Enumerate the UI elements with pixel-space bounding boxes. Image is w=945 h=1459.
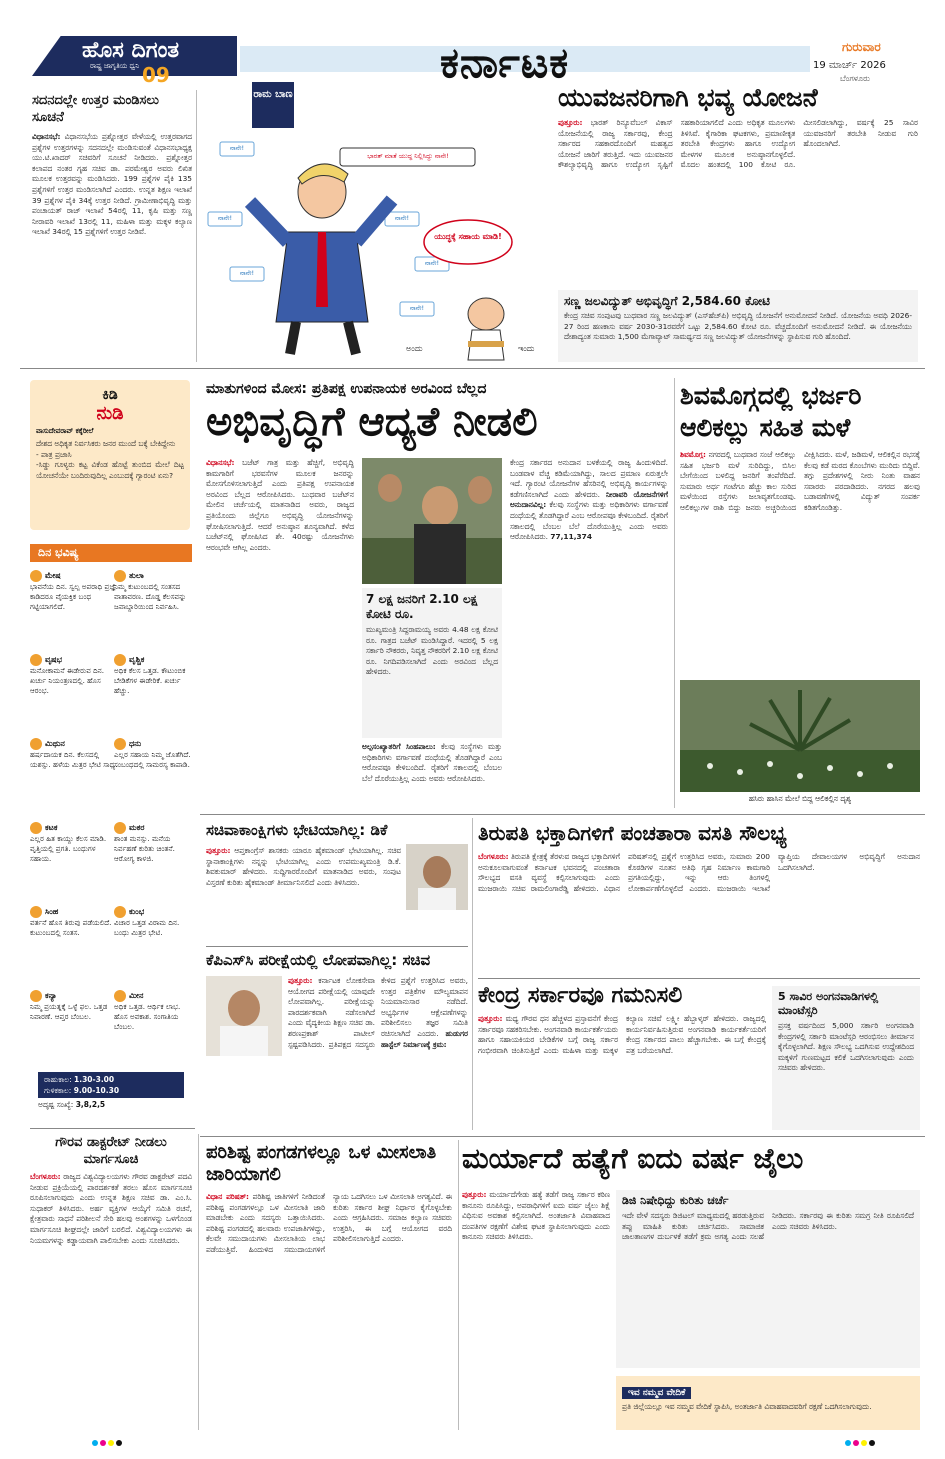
dateline: ಬೆಂಗಳೂರು: [478,852,509,861]
story-body: ಪುತ್ತೂರು: ಕರ್ನಾಟಕ ಲೋಕಸೇವಾ ಆಯೋಗದ ಪರೀಕ್ಷೆಯಲ್ಲಿ ಯಾವುದೇ ಲೋಪವಾಗಿಲ್ಲ. ಪರೀಕ್ಷೆಯನ್ನು ಪಾರದರ್ಶಕವಾಗಿ ನಡೆಸಲಾಗಿದೆ ಎಂದು ವೈದ್ಯಕೀಯ ಶಿಕ್ಷಣ ಸಚಿವ ಡಾ. ಶರಣಪ್ರಕಾಶ್ ಪಾಟೀಲ್ ಸ್ಪಷ್ಟಪಡಿಸಿದರು. ಪ್ರತಿಪಕ್ಷದ ಸದಸ್ಯರು ಕೇಳಿದ ಪ್ರಶ್ನೆಗೆ ಉತ್ತರಿಸಿದ ಅವರು, ಉತ್ತರ ಪತ್ರಿಕೆಗಳ ಮೌಲ್ಯಮಾಪನ ನಿಯಮಾನುಸಾರ ನಡೆದಿದೆ. ಅಭ್ಯರ್ಥಿಗಳ ಆಕ್ಷೇಪಣೆಗಳನ್ನು ಪರಿಶೀಲಿಸಲು ತಜ್ಞರ ಸಮಿತಿ ರಚಿಸಲಾಗಿದೆ ಎಂದರು. ಹುಡುಗರ ಹಾಸ್ಟೆಲ್ ನಿರ್ಮಾಣಕ್ಕೆ ಕ್ರಮ: [288,976,468,1049]
raashi-kumbha: ಕುಂಭ ವಿಚಾರ ಒತ್ತಡ ವಿರಾಮ ದಿನ. ಬಂಧು ಮಿತ್ರರ ಭೇಟಿ. [114,907,180,937]
trump-figure [250,164,392,354]
quote-box [362,588,502,738]
scorpio-icon [114,654,126,666]
kidi-line: - ಪಾತ್ರ ಪ್ರಜಾಸಿ [36,449,72,459]
subhead: ಅಲ್ಪಸಂಖ್ಯಾತರಿಗೆ ಸಿಂಹಪಾಲು: [362,742,436,751]
story-body: ಶಿವಮೊಗ್ಗ: ನಗರದಲ್ಲಿ ಬುಧವಾರ ಸಂಜೆ ಆಲಿಕಲ್ಲು ಸಹಿತ ಭರ್ಜರಿ ಮಳೆ ಸುರಿದಿದ್ದು, ಬಿಸಿಲ ಬೇಗೆಯಿಂದ ಬಳಲಿದ್ದ ಜನರಿಗೆ ತಂಪೆರೆದಿದೆ. ಸುಮಾರು ಅರ್ಧ ಗಂಟೆಗೂ ಹೆಚ್ಚು ಕಾಲ ಸುರಿದ ಮಳೆಯಿಂದ ರಸ್ತೆಗಳು ಜಲಾವೃತಗೊಂಡವು. ಆಲಿಕಲ್ಲುಗಳ ರಾಶಿ ಬಿದ್ದು ಜನರು ಅಚ್ಚರಿಯಿಂದ ವೀಕ್ಷಿಸಿದರು. ಮಳೆ, ಜಡಿಮಳೆ, ಆಲಿಕಲ್ಲಿನ ರಭಸಕ್ಕೆ ಕೆಲವು ಕಡೆ ಮರದ ಕೊಂಬೆಗಳು ಮುರಿದು ಬಿದ್ದಿವೆ. ತಗ್ಗು ಪ್ರದೇಶಗಳಲ್ಲಿ ನೀರು ನಿಂತು ವಾಹನ ಸವಾರರು ಪರದಾಡಿದರು. ನಗರದ ಹಲವು ಬಡಾವಣೆಗಳಲ್ಲಿ ವಿದ್ಯುತ್ ಸಂಪರ್ಕ ಕಡಿತಗೊಂಡಿತ್ತು. [680,450,920,512]
story-body [32,132,192,358]
story-st-reservation [206,1142,452,1430]
story-anganwadi [478,982,766,1130]
issue-day: ಗುರುವಾರ [842,40,881,54]
divider [20,368,925,369]
lucky-number: ಅದೃಷ್ಟ ಸಂಖ್ಯೆ: 3,8,2,5 [38,1100,106,1109]
aries-icon [30,570,42,582]
story-text: ಭಾರತ್ ರಿನ್ಯೂವೆಬಲ್ ವಿಕಾಸ್ ಯೋಜನೆಯಲ್ಲಿ ರಾಜ್ಯ ಸರ್ಕಾರವು, ಕೇಂದ್ರ ಸರ್ಕಾರದ ಸಹಕಾರದೊಂದಿಗೆ ಮಹತ್ವದ ಯೋಜನೆ ಜಾರಿಗೆ ತರುತ್ತಿದೆ. ಇದು ಯುವಜನರ ಕೌಶಲ್ಯಾಭಿವೃದ್ಧಿ ಹಾಗೂ ಉದ್ಯೋಗ ಸೃಷ್ಟಿಗೆ ಸಹಕಾರಿಯಾಗಲಿದೆ ಎಂದು ಅಧಿಕೃತ ಮೂಲಗಳು ತಿಳಿಸಿವೆ. ಕೈಗಾರಿಕಾ ಘಟಕಗಳು, ಪ್ರಮಾಣೀಕೃತ ತರಬೇತಿ ಕೇಂದ್ರಗಳು ಹಾಗೂ ಉದ್ಯೋಗ ಮೇಳಗಳ ಮೂಲಕ ಅನುಷ್ಠಾನಗೊಳ್ಳಲಿದೆ. ಮೊದಲ ಹಂತದಲ್ಲಿ 100 ಕೋಟಿ ರೂ. ಮೀಸಲಿಡಲಾಗಿದ್ದು, ವರ್ಷಕ್ಕೆ 25 ಸಾವಿರ ಯುವಜನರಿಗೆ ತರಬೇತಿ ನೀಡುವ ಗುರಿ ಹೊಂದಲಾಗಿದೆ. [558,118,918,170]
cartoon-word: ನಾನೇ! [229,144,245,152]
story-body: ಬೆಂಗಳೂರು: ರಾಜ್ಯದ ವಿಶ್ವವಿದ್ಯಾಲಯಗಳು ಗೌರವ ಡಾಕ್ಟರೇಟ್ ಪದವಿ ನೀಡುವ ಪ್ರಕ್ರಿಯೆಯಲ್ಲಿ ಪಾರದರ್ಶಕತೆ ತರಲು ಹೊಸ ಮಾರ್ಗಸೂಚಿ ರೂಪಿಸಲಾಗುವುದು ಎಂದು ಉನ್ನತ ಶಿಕ್ಷಣ ಸಚಿವ ಡಾ. ಎಂ.ಸಿ. ಸುಧಾಕರ್ ತಿಳಿಸಿದರು. ಅರ್ಹ ವ್ಯಕ್ತಿಗಳ ಆಯ್ಕೆಗೆ ಸಮಿತಿ ರಚನೆ, ಕ್ಷೇತ್ರವಾರು ಸಾಧನೆ ಪರಿಶೀಲನೆ ಸೇರಿ ಹಲವು ಅಂಶಗಳನ್ನು ಒಳಗೊಂಡ ಮಾರ್ಗಸೂಚಿ ಶೀಘ್ರದಲ್ಲೇ ಜಾರಿಗೆ ಬರಲಿದೆ. ವಿಶ್ವವಿದ್ಯಾಲಯಗಳು ಈ ನಿಯಮಗಳನ್ನು ಕಡ್ಡಾಯವಾಗಿ ಪಾಲಿಸಬೇಕು ಎಂದು ಸೂಚಿಸಿದರು. [30,1172,192,1245]
section-title: ಕರ್ನಾಟಕ [440,38,570,87]
headline: ಯುವಜನರಿಗಾಗಿ ಭವ್ಯ ಯೋಜನೆ [558,83,818,112]
raashi-meena: ಮೀನ ಅಧಿಕ ಒತ್ತಡ. ಆರ್ಥಿಕ ಲಾಭ. ಹೊಸ ಅವಕಾಶ. ಸಂಗಾತಿಯ ಬೆಂಬಲ. [114,991,181,1031]
dateline: ವಿಧಾನಸಭೆ: [32,132,61,141]
registration-dot [869,1440,875,1446]
story-body: ವಿಧಾನ ಪರಿಷತ್: ಪರಿಶಿಷ್ಟ ಜಾತಿಗಳಿಗೆ ನೀಡಿದಂತೆ ಪರಿಶಿಷ್ಟ ಪಂಗಡಗಳಲ್ಲೂ ಒಳ ಮೀಸಲಾತಿ ಜಾರಿ ಮಾಡಬೇಕು ಎಂದು ಸದಸ್ಯರು ಒತ್ತಾಯಿಸಿದರು. ಪರಿಶಿಷ್ಟ ಪಂಗಡದಲ್ಲಿ ಹಲವಾರು ಉಪಜಾತಿಗಳಿದ್ದು, ಕೆಲವೇ ಸಮುದಾಯಗಳು ಮೀಸಲಾತಿಯ ಲಾಭ ಪಡೆಯುತ್ತಿವೆ. ಹಿಂದುಳಿದ ಸಮುದಾಯಗಳಿಗೆ ನ್ಯಾಯ ಒದಗಿಸಲು ಒಳ ಮೀಸಲಾತಿ ಅಗತ್ಯವಿದೆ. ಈ ಕುರಿತು ಸರ್ಕಾರ ಶೀಘ್ರ ನಿರ್ಧಾರ ಕೈಗೊಳ್ಳಬೇಕು ಎಂದು ಆಗ್ರಹಿಸಿದರು. ಸಮಾಜ ಕಲ್ಯಾಣ ಸಚಿವರು ಉತ್ತರಿಸಿ, ಈ ಬಗ್ಗೆ ಆಯೋಗದ ವರದಿ ಪರಿಶೀಲಿಸಲಾಗುತ್ತಿದೆ ಎಂದರು. [206,1192,452,1254]
headline: ಮರ್ಯಾದೆ ಹತ್ಯೆಗೆ ಐದು ವರ್ಷ ಜೈಲು [462,1142,804,1175]
horoscope-box [30,544,192,1109]
photo-caption: ಹಸಿರು ಹಾಸಿನ ಮೇಲೆ ಬಿದ್ದ ಆಲಿಕಲ್ಲಿನ ದೃಶ್ಯ [748,794,852,803]
small-figure [468,298,504,360]
kidi-byline: ವಾಸುದೇವರಾವ್ ಕಕ್ಕೆರೀಲೆ [36,427,94,435]
logo-tagline: ರಾಷ್ಟ್ರ ಜಾಗೃತಿಯ ಧ್ವನಿ [90,62,140,70]
column-rule [674,378,675,808]
dateline: ಪುತ್ತೂರು: [558,118,583,127]
story-body-col2: ಅಲ್ಪಸಂಖ್ಯಾತರಿಗೆ ಸಿಂಹಪಾಲು: ಕೆಲವು ಸಂಸ್ಥೆಗಳು ಮತ್ತು ಅಧಿಕಾರಿಗಳು ವರ್ಗಾವಣೆ ದಂಧೆಯಲ್ಲಿ ತೊಡಗಿದ್ದಾರೆ ಎಂಬ ಆರೋಪವೂ ಕೇಳಿಬಂದಿದೆ. ರೈತರಿಗೆ ಸಕಾಲದಲ್ಲಿ ಬೆಂಬಲ ಬೆಲೆ ದೊರೆಯುತ್ತಿಲ್ಲ ಎಂದು ಅವರು ಆರೋಪಿಸಿದರು. [362,742,502,783]
headline: ಅಭಿವೃದ್ಧಿಗೆ ಆದ್ಯತೆ ನೀಡಲಿ [206,399,538,445]
headline: ಶಿವಮೊಗ್ಗದಲ್ಲಿ ಭರ್ಜರಿ ಆಲಿಕಲ್ಲು ಸಹಿತ ಮಳೆ [680,381,862,442]
vedike-text: ಪ್ರತಿ ಜಿಲ್ಲೆಯಲ್ಲೂ ಇವ ನಮ್ಮವ ವೇದಿಕೆ ಸ್ಥಾಪಿಸಿ, ಅಂತರ್ಜಾತಿ ವಿವಾಹವಾದವರಿಗೆ ರಕ್ಷಣೆ ಒದಗಿಸಲಾಗುವುದು. [622,1402,872,1411]
raashi-mesha: ಮೇಷ ಭಾವನೆಯ ದಿನ. ಸ್ವಲ್ಪ ಅಪರಾಧಿ ಪ್ರಜ್ಞೆ ಕಾಡಿದರೂ ವೈಯಕ್ತಿಕ ಬಂಧ ಗಟ್ಟಿಯಾಗಲಿದೆ. [30,571,116,611]
kidi-title-b: ನುಡಿ [96,403,124,424]
cartoon-bubble-1: ಭಾರತ್ ಮಾತೆ ಯುದ್ಧ ನಿಲ್ಲಿಸಿದ್ದು ನಾನೇ! [367,152,449,160]
logo: ಹೊಸ ದಿಗಂತ [82,38,180,63]
pisces-icon [114,990,126,1002]
sagittarius-icon [114,738,126,750]
kidi-title [36,384,184,424]
story-dk [206,820,468,942]
cartoon-panel [200,82,550,364]
vedike-tag: ಇವ ನಮ್ಮವ ವೇದಿಕೆ [622,1387,691,1399]
montessori-box [772,986,920,1130]
registration-dot [108,1440,114,1446]
kidi-nudi-box [30,380,190,530]
story-body-col3: ಕೇಂದ್ರ ಸರ್ಕಾರದ ಅನುದಾನ ಬಳಕೆಯಲ್ಲಿ ರಾಜ್ಯ ಹಿಂದುಳಿದಿದೆ. ಬಂಡವಾಳ ವೆಚ್ಚ ಕಡಿಮೆಯಾಗಿದ್ದು, ಸಾಲದ ಪ್ರಮಾಣ ಏರುತ್ತಲೇ ಇದೆ. ಗ್ಯಾರಂಟಿ ಯೋಜನೆಗಳ ಹೆಸರಿನಲ್ಲಿ ಅಭಿವೃದ್ಧಿ ಕಾರ್ಯಗಳನ್ನು ಕಡೆಗಣಿಸಲಾಗಿದೆ ಎಂದು ಹೇಳಿದರು. ನೀರಾವರಿ ಯೋಜನೆಗಳಿಗೆ ಅನುದಾನವಿಲ್ಲ: ಕೆಲವು ಸಂಸ್ಥೆಗಳು ಮತ್ತು ಅಧಿಕಾರಿಗಳು ವರ್ಗಾವಣೆ ದಂಧೆಯಲ್ಲಿ ತೊಡಗಿದ್ದಾರೆ ಎಂಬ ಆರೋಪವೂ ಕೇಳಿಬಂದಿದೆ. ರೈತರಿಗೆ ಸಕಾಲದಲ್ಲಿ ಬೆಂಬಲ ಬೆಲೆ ದೊರೆಯುತ್ತಿಲ್ಲ ಎಂದು ಅವರು ಆರೋಪಿಸಿದರು. 77,11,374 [510,458,668,542]
figure: 77,11,374 [550,532,592,542]
box-headline: ಡಿಜಿ ನಿಷೇಧಿದ್ದು ಕುರಿತು ಚರ್ಚೆ [622,1194,729,1207]
quote-headline: 7 ಲಕ್ಷ ಜನರಿಗೆ 2.10 ಲಕ್ಷ ಕೋಟಿ ರೂ. [366,592,478,621]
photo-bellad [362,458,502,584]
dateline: ಪುತ್ತೂರು: [288,976,313,985]
cancer-icon [30,822,42,834]
raashi-kanya: ಕನ್ಯಾ ನಿಮ್ಮ ಪ್ರಯತ್ನಕ್ಕೆ ಒಳ್ಳೆ ಫಲ. ಒತ್ತಡ ನಿವಾರಣೆ. ಆಪ್ತರ ಬೆಂಬಲ. [30,991,108,1021]
kidi-line: ದೇಶದ ಅಧಿಕೃತ ನಿರ್ವಸಿಕರು ಜನರ ಮುಂದೆ ಬಕ್ಕೆ ಬೇಕಿದ್ದೇನು [36,439,176,448]
raashi-simha: ಸಿಂಹ ವರ್ತನೆ ಹೊಸ ತಿರುವು ಪಡೆಯಲಿದೆ. ಕುಟುಂಬದಲ್ಲಿ ಸಂತಸ. [30,907,112,937]
dateline: ಬೆಂಗಳೂರು: [30,1172,61,1181]
divider [206,946,468,947]
subhead: ನೀರಾವರಿ ಯೋಜನೆಗಳಿಗೆ ಅನುದಾನವಿಲ್ಲ: [510,489,668,510]
headline: ಗೌರವ ಡಾಕ್ಟರೇಟ್ ನೀಡಲು ಮಾರ್ಗಸೂಚಿ [55,1135,167,1167]
divider [200,814,925,815]
page-number: 09 [142,63,170,87]
raashi-vrishabha: ವೃಷಭ ಮನೋಕಾಮನೆ ಈಡೇರುವ ದಿನ. ಖರ್ಚು ನಿಯಂತ್ರಣದಲ್ಲಿ. ಹೊಸ ಆರಂಭ. [30,655,105,695]
dateline: ವಿಧಾನಸಭೆ: [206,458,235,467]
photo-dk [406,844,468,910]
gemini-icon [30,738,42,750]
raashi-dhanu: ಧನು ಎಲ್ಲರ ಸಹಾಯ ನಿಮ್ಮ ಜೊತೆಗಿದೆ. ಸಂಬಂಧದಲ್ಲಿ ಸಾಮರಸ್ಯ ಕಾಪಾಡಿ. [114,739,191,769]
registration-dot [853,1440,859,1446]
gulikakala: ಗುಳಿಕಕಾಲ: 9.00-10.30 [44,1086,120,1095]
cartoon-word: ನಾನೇ! [424,259,440,267]
raashi-vrishchika: ವೃಶ್ಚಿಕ ಅಧಿಕ ಕೆಲಸ ಒತ್ತಡ. ಕೌಟುಂಬಿಕ ಬೇಡಿಕೆಗಳ ಈಡೇರಿಕೆ. ಖರ್ಚು ಹೆಚ್ಚು. [114,655,186,695]
story-youth-scheme [558,84,918,284]
subhead: ಹುಡುಗರ ಹಾಸ್ಟೆಲ್ ನಿರ್ಮಾಣಕ್ಕೆ ಕ್ರಮ: [381,1028,468,1049]
story-tirupati [478,820,920,972]
story-doctorate [30,1134,192,1429]
dateline: ಪುತ್ತೂರು: [462,1190,487,1199]
story-development-priority [206,380,668,810]
kicker: ಮಾತುಗಳಿಂದ ಮೋಸ: ಪ್ರತಿಪಕ್ಷ ಉಪನಾಯಕ ಅರವಿಂದ ಬೆಲ್ಲದ [206,381,487,397]
headline: ಸಚಿವಾಕಾಂಕ್ಷಿಗಳು ಭೇಟಿಯಾಗಿಲ್ಲ: ಡಿಕೆ [206,821,388,839]
libra-icon [114,570,126,582]
issue-city: ಬೆಂಗಳೂರು [840,74,870,83]
column-rule [472,818,473,1130]
registration-dot [861,1440,867,1446]
capricorn-icon [114,822,126,834]
raashi-mithuna: ಮಿಥುನ ಹರ್ಷದಾಯಕ ದಿನ. ಕೆಲಸದಲ್ಲಿ ಯಶಸ್ಸು. ಹಳೆಯ ಮಿತ್ರರ ಭೇಟಿ ಸಾಧ್ಯ. [30,739,118,769]
virgo-icon [30,990,42,1002]
cartoon-bubble-2: ಯುದ್ಧಕ್ಕೆ ಸಹಾಯ ಮಾಡಿ! [434,232,502,241]
quote-body: ಮುಖ್ಯಮಂತ್ರಿ ಸಿದ್ದರಾಮಯ್ಯ ಅವರು 4.48 ಲಕ್ಷ ಕೋಟಿ ರೂ. ಗಾತ್ರದ ಬಜೆಟ್ ಮಂಡಿಸಿದ್ದಾರೆ. ಇದರಲ್ಲಿ 5 ಲಕ್ಷ ಸರ್ಕಾರಿ ನೌಕರರು, ನಿವೃತ್ತ ನೌಕರರಿಗೆ 2.10 ಲಕ್ಷ ಕೋಟಿ ರೂ. ನಿಗದಿಪಡಿಸಲಾಗಿದೆ ಎಂದು ಅರವಿಂದ ಬೆಲ್ಲದ ಹೇಳಿದರು. [366,625,498,677]
story-body-col1: ವಿಧಾನಸಭೆ: ಬಜೆಟ್ ಗಾತ್ರ ಮತ್ತು ಹೆಚ್ಚಿಗೆ, ಅಭಿವೃದ್ಧಿ ಕಾಮಗಾರಿಗೆ ಭರವಸೆಗಳ ಮೂಲಕ ಜನರನ್ನು ಮೋಸಗೊಳಿಸಲಾಗುತ್ತಿದೆ ಎಂದು ಪ್ರತಿಪಕ್ಷ ಉಪನಾಯಕ ಅರವಿಂದ ಬೆಲ್ಲದ ಆರೋಪಿಸಿದರು. ಬುಧವಾರ ಬಜೆಟ್‌ನ ಮೇಲಿನ ಚರ್ಚೆಯಲ್ಲಿ ಮಾತನಾಡಿದ ಅವರು, ರಾಜ್ಯದ ಪ್ರತಿಯೊಂದು ಜಿಲ್ಲೆಗೂ ಅಭಿವೃದ್ಧಿ ಯೋಜನೆಗಳನ್ನು ಘೋಷಿಸಲಾಗುತ್ತಿದೆ. ಆದರೆ ಅನುಷ್ಠಾನ ಶೂನ್ಯವಾಗಿದೆ. ಕಳೆದ ಬಜೆಟ್‌ನಲ್ಲಿ ಘೋಷಿಸಿದ ಶೇ. 40ರಷ್ಟು ಯೋಜನೆಗಳು ಆರಂಭವೇ ಆಗಿಲ್ಲ ಎಂದರು. [206,458,354,552]
cartoon-word: ನಾನೇ! [217,214,233,222]
divider [30,1128,195,1129]
aquarius-icon [114,906,126,918]
box-body: ಪ್ರಸಕ್ತ ವರ್ಷದಿಂದ 5,000 ಸರ್ಕಾರಿ ಅಂಗನವಾಡಿ ಕೇಂದ್ರಗಳಲ್ಲಿ ಸರ್ಕಾರಿ ಮಾಂಟೆಸ್ಸರಿ ಆರಂಭಿಸಲು ತೀರ್ಮಾನ ಕೈಗೊಳ್ಳಲಾಗಿದೆ. ಶಿಕ್ಷಣ ಸೌಲಭ್ಯ ಒದಗಿಸುವ ಉದ್ದೇಶದಿಂದ ಮಕ್ಕಳಿಗೆ ಗುಣಮಟ್ಟದ ಕಲಿಕೆ ಒದಗಿಸಲಾಗುವುದು ಎಂದು ಸಚಿವರು ಹೇಳಿದರು. [778,1021,914,1073]
bubble-right [424,220,512,264]
story-body: ಬೆಂಗಳೂರು: ತಿರುಪತಿ ಕ್ಷೇತ್ರಕ್ಕೆ ತೆರಳುವ ರಾಜ್ಯದ ಭಕ್ತಾದಿಗಳಿಗೆ ಅನುಕೂಲವಾಗುವಂತೆ ಕರ್ನಾಟಕ ಭವನದಲ್ಲಿ ಪಂಚತಾರಾ ಸೌಲಭ್ಯದ ವಸತಿ ವ್ಯವಸ್ಥೆ ಕಲ್ಪಿಸಲಾಗುವುದು ಎಂದು ಮುಜರಾಯಿ ಸಚಿವ ರಾಮಲಿಂಗಾರೆಡ್ಡಿ ಹೇಳಿದರು. ವಿಧಾನ ಪರಿಷತ್‌ನಲ್ಲಿ ಪ್ರಶ್ನೆಗೆ ಉತ್ತರಿಸಿದ ಅವರು, ಸುಮಾರು 200 ಕೊಠಡಿಗಳ ನೂತನ ಅತಿಥಿ ಗೃಹ ನಿರ್ಮಾಣ ಕಾಮಗಾರಿ ಪ್ರಗತಿಯಲ್ಲಿದ್ದು, ಇನ್ನು ಆರು ತಿಂಗಳಲ್ಲಿ ಲೋಕಾರ್ಪಣೆಗೊಳ್ಳಲಿದೆ ಎಂದರು. ಮುಜರಾಯಿ ಇಲಾಖೆ ವ್ಯಾಪ್ತಿಯ ದೇವಾಲಯಗಳ ಅಭಿವೃದ್ಧಿಗೆ ಅನುದಾನ ಒದಗಿಸಲಾಗಿದೆ. [478,852,920,893]
box-body: ಇದೇ ವೇಳೆ ಸದಸ್ಯರು ಡಿಜಿಟಲ್ ಮಾಧ್ಯಮದಲ್ಲಿ ಹರಡುತ್ತಿರುವ ತಪ್ಪು ಮಾಹಿತಿ ಕುರಿತು ಚರ್ಚಿಸಿದರು. ಸಾಮಾಜಿಕ ಜಾಲತಾಣಗಳ ದುರ್ಬಳಕೆ ತಡೆಗೆ ಕ್ರಮ ಅಗತ್ಯ ಎಂದು ಸಲಹೆ ನೀಡಿದರು. ಸರ್ಕಾರವು ಈ ಕುರಿತು ಸಮಗ್ರ ನೀತಿ ರೂಪಿಸಲಿದೆ ಎಂದು ಸಚಿವರು ತಿಳಿಸಿದರು. [622,1211,914,1242]
issue-date: 19 ಮಾರ್ಚ್ 2026 [813,60,886,71]
rahukala: ರಾಹುಕಾಲ: 1.30-3.00 [44,1075,115,1084]
column-rule [458,1140,459,1430]
story-honor-killing [462,1142,920,1430]
divider [478,978,920,979]
kidi-title-a: ಕಿಡಿ [102,387,118,403]
divider [200,1136,925,1137]
registration-dot [116,1440,122,1446]
story-body: ಪುತ್ತೂರು: ಮಧ್ಯ ಗೌರವ ಧನ ಹೆಚ್ಚಳದ ಪ್ರಸ್ತಾವನೆಗೆ ಕೇಂದ್ರ ಸರ್ಕಾರವೂ ಸಹಕರಿಸಬೇಕು. ಅಂಗನವಾಡಿ ಕಾರ್ಯಕರ್ತೆಯರು ಹಾಗೂ ಸಹಾಯಕಿಯರ ಬೇಡಿಕೆಗಳ ಬಗ್ಗೆ ರಾಜ್ಯ ಸರ್ಕಾರ ಗಂಭೀರವಾಗಿ ಚಿಂತಿಸುತ್ತಿದೆ ಎಂದು ಮಹಿಳಾ ಮತ್ತು ಮಕ್ಕಳ ಕಲ್ಯಾಣ ಸಚಿವೆ ಲಕ್ಷ್ಮೀ ಹೆಬ್ಬಾಳ್ಕರ್ ಹೇಳಿದರು. ರಾಜ್ಯದಲ್ಲಿ ಕಾರ್ಯನಿರ್ವಹಿಸುತ್ತಿರುವ ಅಂಗನವಾಡಿ ಕಾರ್ಯಕರ್ತೆಯರಿಗೆ ಕೇಂದ್ರ ಸರ್ಕಾರದ ಪಾಲು ಹೆಚ್ಚಾಗಬೇಕು. ಈ ಬಗ್ಗೆ ಕೇಂದ್ರಕ್ಕೆ ಪತ್ರ ಬರೆಯಲಾಗಿದೆ. [478,1014,766,1055]
dateline: ಪುತ್ತೂರು: [478,1014,503,1023]
story-body: ಪುತ್ತೂರು: ಮರ್ಯಾದೆಗೇಡು ಹತ್ಯೆ ತಡೆಗೆ ರಾಜ್ಯ ಸರ್ಕಾರ ಕಠಿಣ ಕಾನೂನು ರೂಪಿಸಿದ್ದು, ಅಪರಾಧಿಗಳಿಗೆ ಐದು ವರ್ಷ ಜೈಲು ಶಿಕ್ಷೆ ವಿಧಿಸುವ ಅವಕಾಶ ಕಲ್ಪಿಸಲಾಗಿದೆ. ಅಂತರ್ಜಾತಿ ವಿವಾಹವಾದ ದಂಪತಿಗಳ ರಕ್ಷಣೆಗೆ ವಿಶೇಷ ಘಟಕ ಸ್ಥಾಪಿಸಲಾಗುವುದು ಎಂದು ಕಾನೂನು ಸಚಿವರು ತಿಳಿಸಿದರು. [462,1190,610,1242]
dg-box [616,1190,920,1368]
cartoon-caption-left: ಅಂದು [406,344,423,353]
kidi-line: -ಸಿಡ್ಡು ಗೂಳ್ಯರು ಕಟ್ಟ ವಿಕೆಂಡ ಹೊಟ್ಟೆ ತುಂಬಿದ ಮೇಲೆ ದಿಟ್ಟ ಯೋಚನೆಯೇ ಬಂದಿರುವುದಿಲ್ಲ ಎಂಬುದಕ್ಕೆ ಗ್ಯಾರಂಟಿ ಏನು? [36,460,184,480]
photo-hailstones [680,680,920,792]
registration-dot [92,1440,98,1446]
column-rule [198,1134,199,1430]
headline: ಕೇಂದ್ರ ಸರ್ಕಾರವೂ ಗಮನಿಸಲಿ [478,983,683,1008]
raashi-tula: ತುಲಾ ನಿಮ್ಮ ಕುಟುಂಬದಲ್ಲಿ ಸಂತಸದ ವಾತಾವರಣ. ದೊಡ್ಡ ಕೆಲಸವನ್ನು ಜವಾಬ್ದಾರಿಯಿಂದ ನಿರ್ವಹಿಸಿ. [114,571,187,611]
cartoon-caption-right: ಇಂದು [518,344,535,353]
raashi-makara: ಮಕರ ಶಾಂತ ಮನಸ್ಸು. ಮನೆಯ ನಿರ್ವಹಣೆ ಕುರಿತು ಚಿಂತನೆ. ಆರೋಗ್ಯ ಕಾಳಜಿ. [114,823,175,863]
dateline: ಪುತ್ತೂರು: [206,846,231,855]
taurus-icon [30,654,42,666]
registration-dot [100,1440,106,1446]
cartoon-word: ನಾನೇ! [409,304,425,312]
kidi-lines [36,439,184,481]
registration-dot [845,1440,851,1446]
column-rule [196,90,197,362]
story-body [558,118,918,278]
story-body: ಪುತ್ತೂರು: ಆಪ್ತಕಾಂಗ್ರೆಸ್ ಶಾಸಕರು ಯಾರೂ ಹೈಕಮಾಂಡ್ ಭೇಟಿಯಾಗಿಲ್ಲ. ಸಚಿವ ಸ್ಥಾನಾಕಾಂಕ್ಷಿಗಳು ನನ್ನನ್ನು ಭೇಟಿಯಾಗಿಲ್ಲ ಎಂದು ಉಪಮುಖ್ಯಮಂತ್ರಿ ಡಿ.ಕೆ. ಶಿವಕುಮಾರ್ ಹೇಳಿದರು. ಸುದ್ದಿಗಾರರೊಂದಿಗೆ ಮಾತನಾಡಿದ ಅವರು, ಸಂಪುಟ ವಿಸ್ತರಣೆ ಕುರಿತು ಹೈಕಮಾಂಡ್ ತೀರ್ಮಾನಿಸಲಿದೆ ಎಂದು ತಿಳಿಸಿದರು. [206,846,401,887]
dateline: ಶಿವಮೊಗ್ಗ: [680,450,706,459]
headline: ಕೆಪಿಎಸ್‌ಸಿ ಪರೀಕ್ಷೆಯಲ್ಲಿ ಲೋಪವಾಗಿಲ್ಲ: ಸಚಿವ [206,951,431,969]
box-body: ಕೇಂದ್ರ ಸಚಿವ ಸಂಪುಟವು ಬುಧವಾರ ಸಣ್ಣ ಜಲವಿದ್ಯುತ್ (ಎಸ್‌ಹೆಚ್‌ಪಿ) ಅಭಿವೃದ್ಧಿ ಯೋಜನೆಗೆ ಅನುಮೋದನೆ ನೀಡಿದೆ. ಯೋಜನೆಯ ಅವಧಿ 2026-27 ರಿಂದ ಹಣಕಾಸು ವರ್ಷ 2030-31ರವರೆಗೆ ಒಟ್ಟು 2,584.60 ಕೋಟಿ ರೂ. ವೆಚ್ಚದೊಂದಿಗೆ ಅನುಮೋದನೆ ನೀಡಿದೆ. ಈ ಯೋಜನೆಯು ದೇಶಾದ್ಯಂತ ಸುಮಾರು 1,500 ಮೆಗಾವ್ಯಾಟ್ ಸಾಮರ್ಥ್ಯದ ಸಣ್ಣ ಜಲವಿದ್ಯುತ್ ಯೋಜನೆಗಳನ್ನು ಸ್ಥಾಪಿಸುವ ಗುರಿ ಹೊಂದಿದೆ. [564,311,912,342]
headline: ಪರಿಶಿಷ್ಟ ಪಂಗಡಗಳಲ್ಲೂ ಒಳ ಮೀಸಲಾತಿ ಜಾರಿಯಾಗಲಿ [206,1142,437,1185]
cartoon-word: ನಾನೇ! [239,269,255,277]
dateline: ವಿಧಾನ ಪರಿಷತ್: [206,1192,250,1201]
leo-icon [30,906,42,918]
story-text: ವಿಧಾನಸಭೆಯ ಪ್ರಶ್ನೋತ್ತರ ವೇಳೆಯಲ್ಲಿ ಉತ್ತರವಾಗದ ಪ್ರಶ್ನೆಗಳ ಉತ್ತರಗಳನ್ನು ಸದನದಲ್ಲೇ ಮಂಡಿಸುವಂತೆ ವಿಧಾನಸಭಾಧ್ಯಕ್ಷ ಯು.ಟಿ.ಖಾದರ್ ಸಚಿವರಿಗೆ ಸೂಚನೆ ನೀಡಿದರು. ಪ್ರಶ್ನೋತ್ತರ ಕಲಾಪದ ನಂತರ ಗೃಹ ಸಚಿವ ಡಾ. ಪರಮೇಶ್ವರ ಅವರು ಲಿಖಿತ ಮೂಲಕ ಉತ್ತರವನ್ನು ಮಂಡಿಸಿದರು. 199 ಪ್ರಶ್ನೆಗಳ ಪೈಕಿ 135 ಪ್ರಶ್ನೆಗಳಿಗೆ ಉತ್ತರ ಮಂಡಿಸಲಾಗಿದೆ ಎಂದರು. ಉನ್ನತ ಶಿಕ್ಷಣ ಇಲಾಖೆ 39 ಪ್ರಶ್ನೆಗಳ ಪೈಕಿ 34ಕ್ಕೆ ಉತ್ತರ ನೀಡಿದೆ. ಗ್ರಾಮೀಣಾಭಿವೃದ್ಧಿ ಮತ್ತು ಪಂಚಾಯತ್ ರಾಜ್ ಇಲಾಖೆ 54ರಲ್ಲಿ 11, ಕೃಷಿ ಮತ್ತು ಸಣ್ಣ ನೀರಾವರಿ ಇಲಾಖೆ 13ರಲ್ಲಿ 11, ಮಹಿಳಾ ಮತ್ತು ಮಕ್ಕಳ ಕಲ್ಯಾಣ ಇಲಾಖೆ 34ರಲ್ಲಿ 15 ಪ್ರಶ್ನೆಗಳಿಗೆ ಉತ್ತರ ನೀಡಿವೆ. [32,132,192,237]
headline: ತಿರುಪತಿ ಭಕ್ತಾದಿಗಳಿಗೆ ಪಂಚತಾರಾ ವಸತಿ ಸೌಲಭ್ಯ [478,821,787,845]
box-headline: ಸಣ್ಣ ಜಲವಿದ್ಯುತ್ ಅಭಿವೃದ್ಧಿಗೆ 2,584.60 ಕೋಟಿ [564,294,770,308]
story-hailstorm [680,380,920,810]
cartoon-label: ರಾಮ ಬಾಣ [252,82,294,128]
headline: ಸದನದಲ್ಲೇ ಉತ್ತರ ಮಂಡಿಸಲು ಸೂಚನೆ [32,93,159,125]
horoscope-title: ದಿನ ಭವಿಷ್ಯ [30,544,192,562]
box-headline: 5 ಸಾವಿರ ಅಂಗನವಾಡಿಗಳಲ್ಲಿ ಮಾಂಟೆಸ್ಸರಿ [778,990,879,1017]
hydro-box [558,290,918,362]
photo-minister [206,976,282,1056]
story-kpsc [206,950,468,1130]
kaala-box [38,1072,184,1098]
cartoon-drawing [200,82,550,364]
vedike-box [616,1376,920,1430]
raashi-kataka: ಕಟಕ ಎಲ್ಲರ ಹಿತ ಕಾಯ್ದು ಕೆಲಸ ಮಾಡಿ. ವೃತ್ತಿಯಲ್ಲಿ ಪ್ರಗತಿ. ಬಂಧುಗಳ ಸಹಾಯ. [30,823,107,863]
masthead [0,0,945,87]
story-assembly-answers [32,92,192,362]
cartoon-word: ನಾನೇ! [394,214,410,222]
